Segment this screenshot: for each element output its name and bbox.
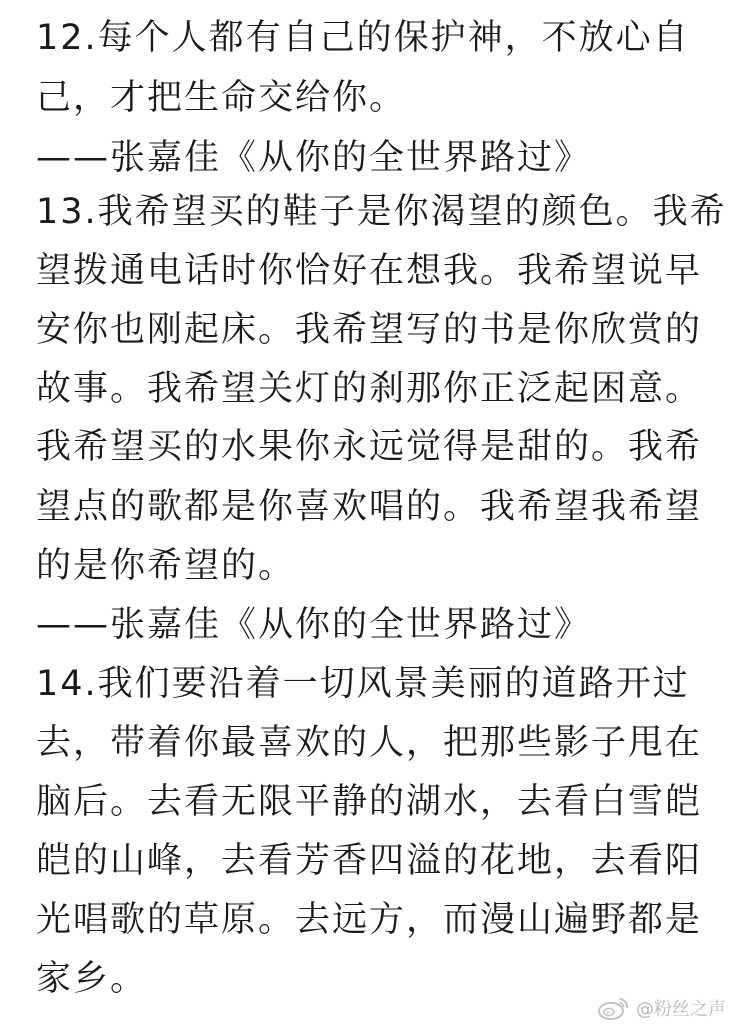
quote-14-line-6: 家乡。 — [36, 959, 148, 999]
watermark-text: @粉丝之声 — [636, 999, 726, 1020]
quote-12-line-1: 12.每个人都有自己的保护神，不放心自 — [36, 18, 690, 58]
quote-13-attribution: ——张嘉佳《从你的全世界路过》 — [36, 605, 592, 645]
quote-13-line-6: 望点的歌都是你喜欢唱的。我希望我希望 — [36, 487, 703, 527]
quote-13-line-4: 故事。我希望关灯的刹那你正泛起困意。 — [36, 369, 703, 409]
quote-14-line-5: 光唱歌的草原。去远方，而漫山遍野都是 — [36, 900, 703, 940]
quote-14-line-4: 皑的山峰，去看芳香四溢的花地，去看阳 — [36, 841, 703, 881]
weibo-icon — [596, 995, 630, 1021]
quote-13-line-2: 望拨通电话时你恰好在想我。我希望说早 — [36, 251, 703, 291]
quote-12-attribution: ——张嘉佳《从你的全世界路过》 — [36, 138, 592, 178]
quote-14-line-1: 14.我们要沿着一切风景美丽的道路开过 — [36, 664, 690, 704]
quote-13-line-1: 13.我希望买的鞋子是你渴望的颜色。我希 — [36, 192, 727, 232]
quote-14-line-2: 去，带着你最喜欢的人，把那些影子甩在 — [36, 723, 703, 763]
quote-13-line-3: 安你也刚起床。我希望写的书是你欣赏的 — [36, 310, 703, 350]
quote-12-line-2: 己，才把生命交给你。 — [36, 78, 407, 118]
quote-13-line-5: 我希望买的水果你永远觉得是甜的。我希 — [36, 427, 703, 467]
weibo-watermark — [596, 995, 726, 1021]
quote-13-line-7: 的是你希望的。 — [36, 546, 296, 586]
quote-14-line-3: 脑后。去看无限平静的湖水，去看白雪皑 — [36, 782, 703, 822]
